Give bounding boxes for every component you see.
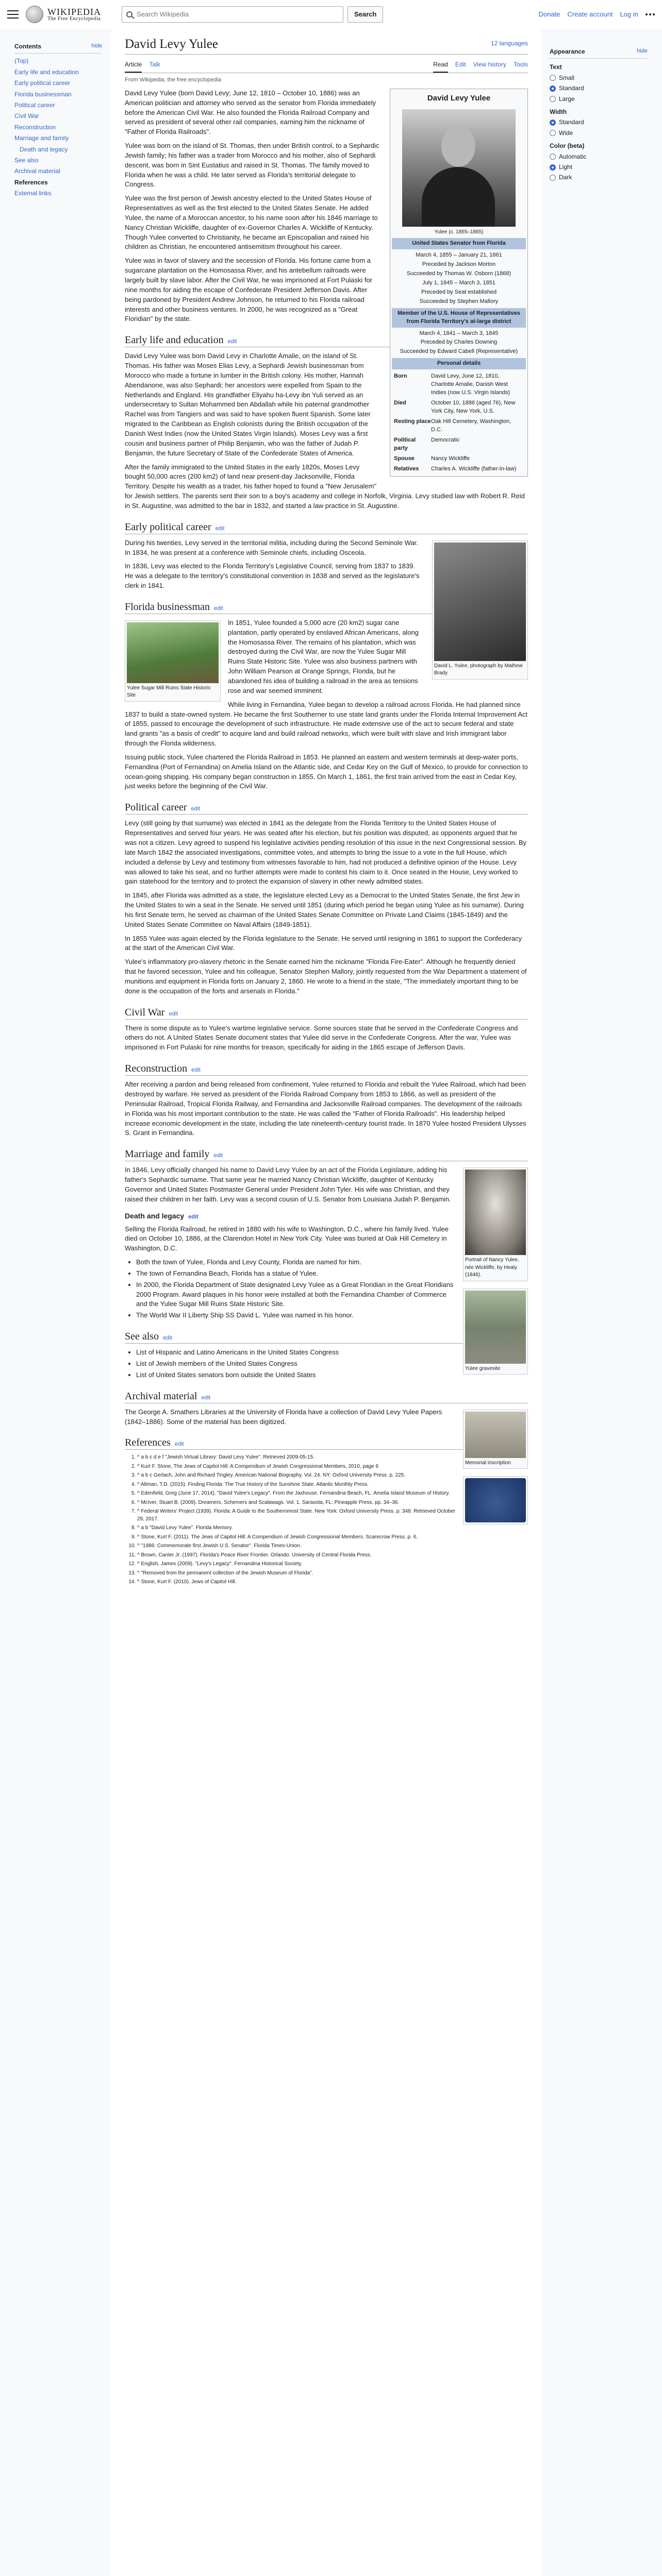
paragraph: After the family immigrated to the United States in the early 1820s, Moses Levy bought 50,000 acres (200 km2) of land near present-day Jacksonville, Florida Territory. Despite his wealth as a trader, his father hoped to found a "New Jerusalem" for Jewish settlers. The parents sent their son to a boy's academy and college in Norfolk, Virginia. Levy studied law with Robert R. Reid in St. Augustine, was admitted to the bar in 1832, and started a law practice in St. Augustine.	[125, 463, 525, 510]
infobox-value: David Levy, June 12, 1810, Charlotte Amalie, Danish West Indies (now U.S. Virgin Islands)	[431, 373, 510, 396]
appearance-hide-button[interactable]: hide	[637, 48, 648, 54]
appearance-panel	[550, 42, 648, 184]
toc-item[interactable]: Archival material	[14, 167, 60, 175]
paragraph: Yulee was born on the island of St. Thomas, then under British control, to a Sephardic Jewish family; his father was a trader from Morocco and his mother, also of Sephardi descent, was born in Sint Eustatius and raised in St. Thomas. The family moved to Florida when he was a child. He later served as Florida's territorial delegate to Congress.	[125, 142, 379, 189]
brady-photo-figure	[432, 540, 528, 680]
globe-icon	[26, 6, 43, 23]
heading-archival-material: Archival material edit	[125, 1389, 528, 1403]
infobox-label: Relatives	[394, 465, 419, 472]
color-option-label: Automatic	[559, 152, 587, 160]
paragraph: In 1851, Yulee founded a 5,000 acre (20 km2) sugar cane plantation, partly operated by enslaved African Americans, along the Homosassa River. The remains of his plantation, which was destroyed during the Civil War, are now the Yulee Sugar Mill Ruins State Historic Site. Yulee was also business partners with John William Pearson at Orange Springs, Florida, but he abandoned his idea of building a railroad in the area as tensions rose and war seemed imminent.	[228, 618, 419, 694]
tab-article[interactable]: Article	[125, 58, 142, 73]
text-size-option-label: Standard	[559, 84, 584, 92]
infobox-value: Oak Hill Cemetery, Washington, D.C.	[431, 418, 511, 433]
text-size-option[interactable]	[550, 84, 648, 93]
toc-item[interactable]: References	[14, 178, 48, 186]
paragraph: In 1845, after Florida was admitted as a state, the legislature elected Levy as a Democrat to the United States Senate, the first Jew in the United States to win a seat in the Senate. He served until 1851 (during which period he began using Yulee as his surname). During his first Senate term, he served as chairman of the United States Senate Committee on Private Land Claims (1845-1849) and the United States Senate Committee on Naval Affairs (1849-1851).	[125, 891, 524, 928]
succeeded-by: Succeeded by Thomas W. Osborn (1868)	[406, 270, 511, 277]
legacy-item: • In 2000, the Florida Department of State designated Levy Yulee as a Great Floridian in the Great Floridians 2000 Program. Award plaques in his honor were installed at both the Fernandina Chamber of Commerce and the Yulee Sugar Mill Ruins State Historic Site.	[136, 1280, 528, 1310]
reference-item: 7. ^ Federal Writers' Project (1939). Florida: A Guide to the Southernmost State. New York: Oxford University Press. p. 348. Retrieved October 29, 2017.	[137, 1508, 528, 1523]
color-option-label: Dark	[559, 174, 572, 181]
text-size-option[interactable]	[550, 74, 648, 82]
search-icon	[126, 11, 133, 18]
brady-photograph[interactable]	[434, 543, 526, 661]
toc-item[interactable]: Death and legacy	[20, 145, 68, 153]
text-size-radio-icon[interactable]	[550, 86, 556, 92]
width-radio-icon[interactable]	[550, 130, 556, 136]
heading-early-political-career: Early political career edit	[125, 520, 528, 534]
wordmark-tagline: The Free Encyclopedia	[47, 16, 101, 22]
toc-item[interactable]: See also	[14, 156, 39, 164]
site-header	[0, 0, 662, 29]
office-term: March 4, 1855 – January 21, 1861	[416, 252, 502, 259]
reference-item: 3. ^ a b c Gerlach, John and Richard Tingley. American National Biography. Vol. 24. NY: Oxford University Press. p. 225.	[137, 1472, 528, 1480]
paragraph: Levy (still going by that surname) was elected in 1841 as the delegate from the Florida Territory to the United States House of Representatives and served four years. He was seated after his election, but his position was disputed, as opponents argued that he was not a citizen. Levy agreed to suspend his legislative activities pending resolution of this issue in the next Congressional session. By late March 1842 the associated investigations, committee votes, and attempts to bring the issue to a vote in the full House, which included a defense by Levy and testimony from witnesses favorable to him, had not produced a definitive opinion of the House. Levy was allowed to take his seat, and no further attempts were made to contest his claim to it. Once seated in the House, Levy worked to gain statehood for the territory and to protect the expansion of slavery in other newly admitted states.	[125, 819, 526, 886]
infobox-value: Democratic	[431, 436, 460, 443]
edit-section-link[interactable]: edit	[213, 1153, 223, 1159]
legacy-item: • The town of Fernandina Beach, Florida has a statue of Yulee.	[136, 1269, 528, 1279]
paragraph: In 1855 Yulee was again elected by the Florida legislature to the Senate. He served until resigning in 1861 to support the Confederacy at the start of the American Civil War.	[125, 934, 522, 952]
toc-item[interactable]: Civil War	[14, 112, 39, 120]
figure-caption: Yulee Sugar Mill Ruins State Historic Site	[127, 685, 211, 699]
paragraph: While living in Fernandina, Yulee began to develop a railroad across Florida. He had planned since 1837 to build a state-owned system. He became the first Southerner to use state land grants under the Florida Internal Improvement Act of 1855, passed to encourage the development of such infrastructure. He made extensive use of the act to secure federal and state land grants "as a basis of credit" to acquire land and build railroad networks, which were built with slave and Irish immigrant labor through the Florida wilderness.	[125, 700, 528, 748]
paragraph: David Levy Yulee was born David Levy in Charlotte Amalie, on the island of St. Thomas. His father was Moses Elias Levy, a Sephardi Jewish businessman from Morocco who made a fortune in lumber in the British colony. His mother, Hannah Abendanone, was also Sephardi; her ancestors were expelled from Spain to the Netherlands and England. His grandfather Eliyahu ha-Levy ibn Yuli served as an undersecretary to Sultan Mohammed ben Abdallah while his paternal grandmother Rachel was from Tangiers and was said to have spoken fluent Spanish. Some later migrated to the Caribbean as English colonists during the British occupation of the Danish West Indies (now the United States Virgin Islands). Moses Levy was a first cousin and business partner of Philip Benjamin, who was the father of Judah P. Benjamin, the future Secretary of State of the Confederate States of America.	[125, 352, 371, 457]
tab-edit[interactable]: Edit	[455, 60, 466, 68]
infobox-row	[392, 435, 526, 454]
reference-item: 13. ^ "Removed from the permanent collection of the Jewish Museum of Florida".	[137, 1570, 528, 1578]
paragraph: Yulee was the first person of Jewish ancestry elected to the United States House of Representatives as well as the first elected to the United States Senate. He added Yulee, the name of a Moroccan ancestor, to his name soon after his 1846 marriage to Nancy Christian Wickliffe, daughter of ex-Governor Charles A. Wickliffe of Kentucky. Though Yulee converted to Christianity, he became an Episcopalian and raised his children as Christian, he encountered antisemitism throughout his career.	[125, 194, 378, 251]
office-house: Member of the U.S. House of Representatives from Florida Territory's at-large district	[392, 308, 526, 328]
donate-link[interactable]: Donate	[538, 10, 560, 18]
heading-references: References edit	[125, 1436, 528, 1450]
paragraph: During his twenties, Levy served in the territorial militia, including during the Second Seminole War. In 1834, he was present at a conference with Seminole chiefs, including Osceola.	[125, 538, 418, 556]
paragraph: In 1836, Levy was elected to the Florida Territory's Legislative Council, serving from 1837 to 1839. He was a delegate to the territory's constitutional convention in 1838 and served as the legislature's clerk in 1841.	[125, 562, 420, 590]
preceded-by: Preceded by Seat established	[421, 289, 497, 295]
infobox-label: Born	[394, 373, 407, 380]
text-size-option-label: Small	[559, 74, 575, 81]
nancy-yulee-figure	[463, 1167, 528, 1281]
paragraph: Yulee's inflammatory pro-slavery rhetoric in the Senate earned him the nickname "Florida Fire-Eater". Although he frequently denied that he favored secession, Yulee and his colleague, Senator Stephen Mallory, jointly requested from the War Department a statement of munitions and equipment in Florida forts on January 2, 1860. He wrote to a friend in the state, "The immediately important thing to be done is the occupation of the forts and arsenals in Florida."	[125, 958, 527, 995]
appearance-title: Appearance	[550, 48, 585, 55]
office-term: March 4, 1841 – March 3, 1845	[419, 330, 499, 336]
edit-section-link[interactable]: edit	[169, 1010, 178, 1017]
office-senator: United States Senator from Florida	[392, 238, 526, 249]
toc-item[interactable]: Florida businessman	[14, 90, 72, 98]
text-size-label: Text	[550, 63, 562, 71]
paragraph: David Levy Yulee (born David Levy; June 12, 1810 – October 10, 1886) was an American politician and attorney who served as the senator from Florida immediately before the American Civil War. He also founded the Florida Railroad Company and served as president of several other rail companies, earning him the nickname of "Father of Florida Railroads".	[125, 89, 376, 136]
paragraph: Issuing public stock, Yulee chartered the Florida Railroad in 1853. He planned an eastern and western terminals at deep-water ports, Fernandina (Port of Fernandina) on Amelia Island on the Atlantic side, and Cedar Key on the Gulf of Mexico, to provide for connection to ocean-going shipping. His company began construction in 1855. On March 1, 1861, the first train arrived from the east in Cedar Key, just weeks before the beginning of the Civil War.	[125, 753, 528, 790]
reference-item: 6. ^ McIver, Stuart B. (2009). Dreamers, Schemers and Scalawags. Vol. 1. Sarasota, FL: Pineapple Press. pp. 34–36.	[137, 1499, 528, 1507]
figure-caption: Portrait of Nancy Yulee, née Wickliffe, by Healy (1846).	[465, 1257, 519, 1278]
width-radio-icon[interactable]	[550, 120, 556, 126]
text-size-option-label: Large	[559, 95, 575, 103]
search-input[interactable]	[122, 6, 343, 23]
see-also-link[interactable]: • List of Jewish members of the United States Congress	[136, 1359, 528, 1369]
figure-caption: Memorial inscription	[465, 1460, 511, 1466]
gravesite-figure	[463, 1289, 528, 1375]
edit-section-link[interactable]: edit	[188, 1213, 198, 1220]
see-also-link[interactable]: • List of Hispanic and Latino Americans in the United States Congress	[136, 1348, 528, 1358]
paragraph: The George A. Smathers Libraries at the University of Florida have a collection of David Levy Yulee Papers (1842–1886). Some of the material has been digitized.	[125, 1408, 442, 1426]
infobox-row	[392, 454, 526, 464]
color-radio-icon[interactable]	[550, 175, 556, 181]
infobox-row	[392, 417, 526, 435]
log-in-link[interactable]: Log in	[620, 10, 638, 18]
heading-political-career: Political career edit	[125, 801, 528, 815]
legacy-item: • The World War II Liberty Ship SS David L. Yulee was named in his honor.	[136, 1311, 528, 1320]
color-radio-icon[interactable]	[550, 164, 556, 171]
preceded-by: Preceded by Jackson Morton	[422, 261, 496, 267]
toc-item[interactable]: (Top)	[14, 57, 29, 65]
reference-item: 2. ^ Kurt F. Stone, The Jews of Capitol Hill: A Compendium of Jewish Congressional Members, 2010, page 6	[137, 1463, 528, 1471]
infobox-label: Resting place	[394, 418, 431, 425]
language-selector[interactable]: 12 languages	[490, 40, 528, 47]
paragraph: In 1846, Levy officially changed his name to David Levy Yulee by an act of the Florida Legislature, adding his father's Sephardic surname. That same year he married Nancy Christian Wickliffe, daughter of Kentucky Governor and United States Postmaster General under President John Tyler. His wife was Christian, and they raised their children in her faith. Levy was a second cousin of U.S. Senator from Louisiana Judah P. Benjamin.	[125, 1166, 451, 1203]
color-radio-icon[interactable]	[550, 154, 556, 160]
gravesite-photograph[interactable]	[465, 1291, 526, 1364]
office-term: July 1, 1845 – March 3, 1851	[422, 279, 495, 286]
edit-section-link[interactable]: edit	[227, 338, 237, 345]
toc-item[interactable]: Early political career	[14, 79, 71, 87]
tab-view-history[interactable]: View history	[473, 60, 506, 68]
figure-caption: David L. Yulee, photograph by Mathew Brady	[434, 663, 523, 676]
color-label: Color (beta)	[550, 142, 585, 150]
table-of-contents	[14, 42, 102, 199]
width-option-label: Wide	[559, 129, 573, 137]
heading-marriage-family: Marriage and family edit	[125, 1147, 528, 1161]
heading-reconstruction: Reconstruction edit	[125, 1062, 528, 1076]
toc-title: Contents	[14, 43, 41, 50]
heading-florida-businessman: Florida businessman edit	[125, 600, 528, 614]
infobox-row	[392, 371, 526, 398]
create-account-link[interactable]: Create account	[567, 10, 613, 18]
infobox-label: Died	[394, 400, 406, 406]
edit-section-link[interactable]: edit	[201, 1394, 211, 1401]
paragraph: After receiving a pardon and being released from confinement, Yulee returned to Florida and rebuilt the Yulee Railroad, which had been destroyed by warfare. He served as president of the Florida Railroad Company from 1853 to 1866, as well as president of the Peninsular Railroad, Tropical Florida Railway, and Fernandina and Jacksonville Railroad companies. The development of the railroads in Florida was his most important contribution to the state. He was called the "Father of Florida Railroads". His leadership helped increase economic development in the state, including the late nineteenth-century tourist trade. In 1870 Yulee hosted President Ulysses S. Grant in Fernandina.	[125, 1080, 526, 1137]
toc-item[interactable]: Political career	[14, 101, 55, 109]
liberty-ship-stamp-image[interactable]	[465, 1478, 526, 1522]
toc-item[interactable]: Reconstruction	[14, 123, 56, 131]
see-also-link[interactable]: • List of United States senators born outside the United States	[136, 1370, 528, 1380]
text-size-radio-icon[interactable]	[550, 96, 556, 102]
search-placeholder: Search Wikipedia	[136, 10, 189, 18]
width-option-label: Standard	[559, 118, 584, 126]
reference-item: 12. ^ English, James (2009). "Levy's Legacy". Fernandina Historical Society.	[137, 1561, 528, 1568]
preceded-by: Preceded by Charles Downing	[420, 339, 498, 346]
edit-section-link[interactable]: edit	[215, 525, 225, 532]
edit-section-link[interactable]: edit	[191, 806, 201, 812]
reference-item: 4. ^ Altman, T.D. (2015). Finding Florida: The True History of the Sunshine State. Atlantic Monthly Press.	[137, 1481, 528, 1489]
infobox-value: Nancy Wickliffe	[431, 455, 470, 462]
paragraph: There is some dispute as to Yulee's wartime legislative service. Some sources state that he served in the Confederate Congress and others do not. A United States Senate document states that Yulee did serve in the Confederate Congress. After the war, Yulee was imprisoned in Fort Pulaski for nine months for treason, specifically for aiding in the 1865 escape of Jefferson Davis.	[125, 1024, 518, 1052]
sugar-mill-figure	[125, 620, 221, 702]
text-size-option[interactable]	[550, 95, 648, 104]
succeeded-by: Succeeded by Stephen Mallory	[419, 298, 499, 304]
color-option-label: Light	[559, 163, 573, 171]
infobox	[390, 89, 528, 477]
personal-details-header: Personal details	[392, 358, 526, 369]
memorial-figure	[463, 1410, 528, 1469]
infobox-row	[392, 464, 526, 474]
page-title: David Levy Yulee	[125, 36, 528, 55]
edit-section-link[interactable]: edit	[163, 1335, 172, 1342]
infobox-label: Political party	[394, 436, 416, 451]
nancy-yulee-portrait[interactable]	[465, 1170, 526, 1255]
memorial-inscription-photo[interactable]	[465, 1412, 526, 1458]
reference-item: 10. ^ "1986: Commemorate first Jewish U.S. Senator". Florida Times-Union.	[137, 1543, 528, 1550]
search-button[interactable]: Search	[347, 6, 383, 23]
heading-early-life: Early life and education edit	[125, 333, 528, 347]
main-menu-icon[interactable]	[7, 10, 19, 19]
infobox-label: Spouse	[394, 455, 415, 462]
text-size-radio-icon[interactable]	[550, 75, 556, 81]
wikipedia-logo[interactable]	[26, 6, 101, 23]
reference-item: 14. ^ Stone, Kurt F. (2010). Jews of Capitol Hill.	[137, 1579, 528, 1586]
more-options-icon[interactable]	[646, 13, 655, 15]
toc-hide-button[interactable]: hide	[91, 43, 102, 49]
infobox-row	[392, 398, 526, 417]
tab-read[interactable]: Read	[433, 58, 448, 73]
stamp-figure	[463, 1476, 528, 1524]
toc-item[interactable]: Early life and education	[14, 68, 79, 76]
infobox-value: October 10, 1886 (aged 76), New York City, New York, U.S.	[431, 400, 516, 415]
toc-item[interactable]: External links	[14, 190, 52, 197]
reference-item: 11. ^ Brown, Canter Jr. (1997). Florida's Peace River Frontier. Orlando: University of Central Florida Press.	[137, 1552, 528, 1560]
infobox-value: Charles A. Wickliffe (father-in-law)	[431, 465, 517, 472]
color-option[interactable]	[550, 173, 648, 182]
width-label: Width	[550, 108, 567, 115]
width-option[interactable]	[550, 129, 648, 138]
reference-item: 1. ^ a b c d e f "Jewish Virtual Library: David Levy Yulee". Retrieved 2009-05-15.	[137, 1454, 528, 1462]
sugar-mill-photograph[interactable]	[127, 622, 219, 683]
reference-item: 9. ^ Stone, Kurt F. (2011). The Jews of Capitol Hill: A Compendium of Jewish Congressional Members. Scarecrow Press. p. 6.	[137, 1534, 528, 1541]
edit-section-link[interactable]: edit	[214, 605, 223, 612]
portrait-caption: Yulee (c. 1855–1865)	[434, 229, 484, 235]
toc-item[interactable]: Marriage and family	[14, 134, 69, 142]
legacy-item: • Both the town of Yulee, Florida and Levy County, Florida are named for him.	[136, 1258, 528, 1267]
width-option[interactable]	[550, 118, 648, 127]
edit-section-link[interactable]: edit	[174, 1441, 184, 1448]
wordmark-title: WIKIPEDIA	[47, 7, 101, 17]
from-wikipedia-tagline: From Wikipedia, the free encyclopedia	[125, 76, 222, 83]
color-option[interactable]	[550, 152, 648, 161]
portrait-image[interactable]	[402, 109, 516, 227]
heading-civil-war: Civil War edit	[125, 1006, 528, 1020]
paragraph: Yulee was in favor of slavery and the secession of Florida. His fortune came from a sugarcane plantation on the Homosassa River, and his antebellum railroads were largely built by slave labor. After the Civil War, he was imprisoned at Fort Pulaski for nine months for aiding the escape of Confederate President Jefferson Davis. After being pardoned by President Andrew Johnson, he returned to his Florida railroad interests and other business ventures. In 2000, he was recognized as a "Great Floridian" by the state.	[125, 257, 372, 323]
infobox-title: David Levy Yulee	[427, 93, 491, 103]
reference-item: 5. ^ Edenfield, Greg (June 17, 2014). "David Yulee's Legacy". From the Jaxhouse. Fernandina Beach, FL: Amelia Island Museum of History.	[137, 1490, 528, 1498]
edit-section-link[interactable]: edit	[191, 1067, 201, 1074]
color-option[interactable]	[550, 163, 648, 172]
tab-talk[interactable]: Talk	[149, 60, 160, 68]
heading-see-also: See also edit	[125, 1330, 528, 1344]
figure-caption: Yulee gravesite	[465, 1365, 501, 1371]
paragraph: Selling the Florida Railroad, he retired in 1880 with his wife to Washington, D.C., where his family lived. Yulee died on October 10, 1886, at the Clarendon Hotel in New York City. Yulee was buried at Oak Hill Cemetery in Washington, D.C.	[125, 1225, 449, 1252]
reference-item: 8. ^ a b "David Levy Yulee". Florida Memory.	[137, 1524, 528, 1532]
succeeded-by: Succeeded by Edward Cabell (Representative)	[400, 348, 518, 355]
article-content	[111, 29, 541, 2576]
tab-tools[interactable]: Tools	[513, 60, 528, 68]
heading-death-legacy: Death and legacy edit	[125, 1211, 198, 1220]
